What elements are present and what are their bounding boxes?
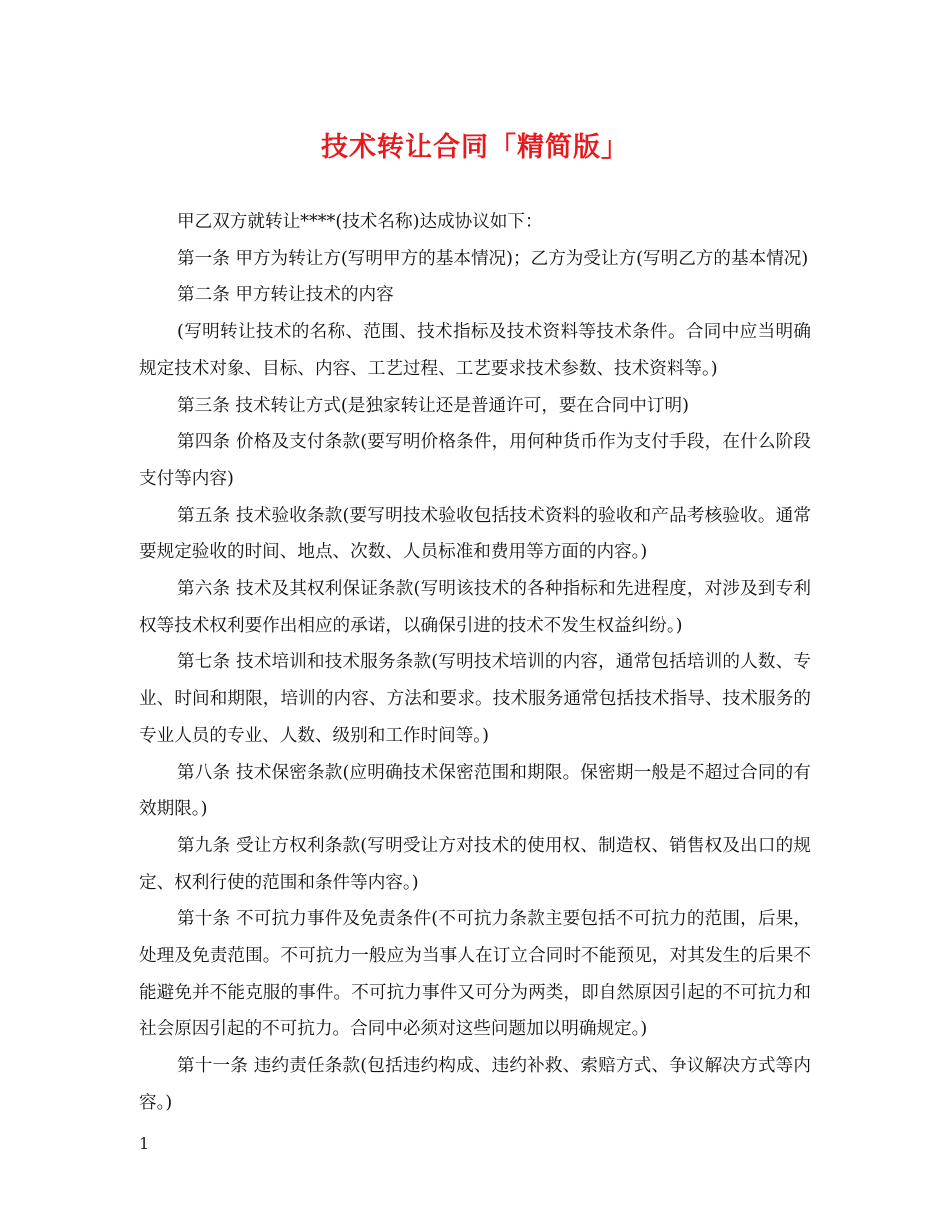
paragraph-article-2-detail: (写明转让技术的名称、范围、技术指标及技术资料等技术条件。合同中应当明确规定技术对象、目标、内容、工艺过程、工艺要求技术参数、技术资料等。): [139, 322, 811, 379]
paragraph-article-4: 第四条 价格及支付条款(要写明价格条件，用何种货币作为支付手段，在什么阶段支付等内容): [139, 432, 811, 489]
paragraph-article-2: 第二条 甲方转让技术的内容: [177, 285, 394, 306]
paragraph-article-1: 第一条 甲方为转让方(写明甲方的基本情况)；乙方为受让方(写明乙方的基本情况): [177, 248, 809, 269]
document-title: 技术转让合同「精简版」: [321, 132, 629, 163]
paragraph-intro: 甲乙双方就转让****(技术名称)达成协议如下：: [177, 212, 543, 232]
paragraph-article-5: 第五条 技术验收条款(要写明技术验收包括技术资料的验收和产品考核验收。通常要规定验收的时间、地点、次数、人员标准和费用等方面的内容。): [139, 505, 811, 563]
paragraph-article-8: 第八条 技术保密条款(应明确技术保密范围和期限。保密期一般是不超过合同的有效期限。): [139, 762, 811, 820]
paragraph-article-3: 第三条 技术转让方式(是独家转让还是普通许可，要在合同中订明): [177, 395, 689, 416]
paragraph-article-10: 第十条 不可抗力事件及免责条件(不可抗力条款主要包括不可抗力的范围，后果，处理及免责范围。不可抗力一般应为当事人在订立合同时不能预见，对其发生的后果不能避免并不能克服的事件。不可抗力事件又可分为两类，即自然原因引起的不可抗力和社会原因引起的不可抗力。合同中必须对这些问题加以明确规定。): [139, 909, 811, 1040]
paragraph-article-6: 第六条 技术及其权利保证条款(写明该技术的各种指标和先进程度，对涉及到专利权等技术权利要作出相应的承诺，以确保引进的技术不发生权益纠纷。): [139, 579, 811, 636]
paragraph-article-7: 第七条 技术培训和技术服务条款(写明技术培训的内容，通常包括培训的人数、专业、时间和期限，培训的内容、方法和要求。技术服务通常包括技术指导、技术服务的专业人员的专业、人数、级别和工作时间等。): [139, 652, 811, 746]
paragraph-article-11: 第十一条 违约责任条款(包括违约构成、违约补救、索赔方式、争议解决方式等内容。): [139, 1056, 811, 1113]
document-body: [139, 204, 811, 1122]
page-number: 1: [139, 1134, 150, 1153]
paragraph-article-9: 第九条 受让方权利条款(写明受让方对技术的使用权、制造权、销售权及出口的规定、权利行使的范围和条件等内容。): [139, 835, 811, 893]
